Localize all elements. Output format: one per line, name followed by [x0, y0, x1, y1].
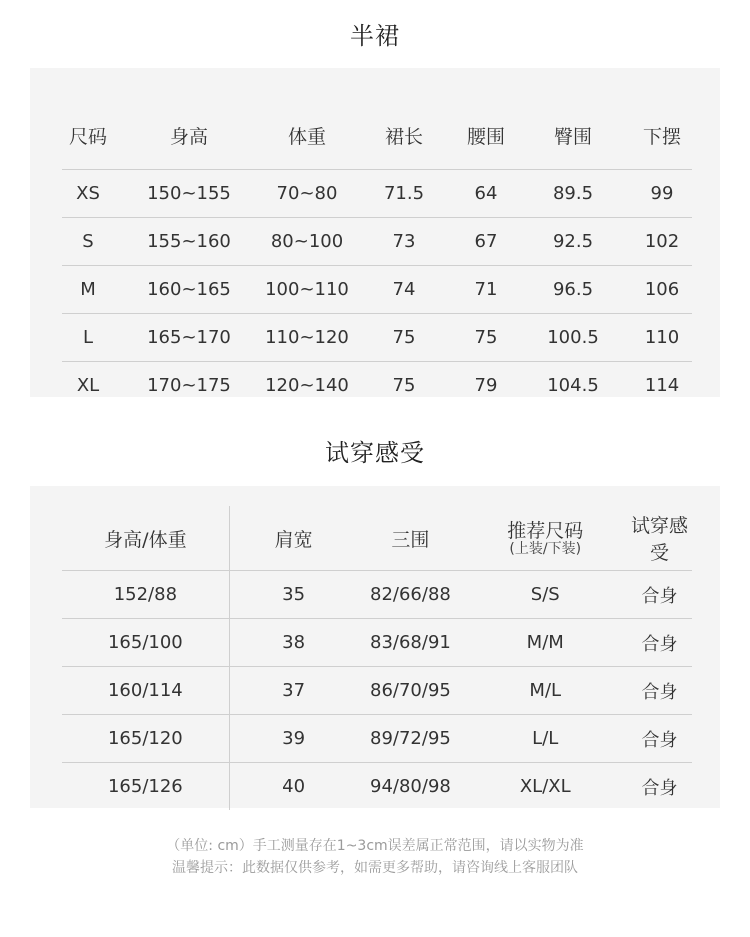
table-row	[62, 667, 692, 715]
header-fit-feeling: 试穿感受	[627, 506, 692, 571]
cell-hip: 104.5	[547, 375, 599, 396]
skirt-size-panel	[30, 68, 720, 397]
cell-fit: 合身	[641, 777, 678, 799]
skirt-size-table	[62, 101, 692, 409]
cell-hip: 100.5	[514, 314, 632, 362]
cell-skirt-length: 73	[350, 218, 458, 266]
cell-height-weight: 165/126	[62, 763, 229, 811]
table-row	[62, 314, 692, 362]
header-size: 尺码	[62, 101, 114, 170]
cell-fit: 合身	[627, 667, 692, 715]
header-hem: 下摆	[632, 101, 692, 170]
cell-waist: 71	[458, 266, 514, 314]
header-shoulder-width: 肩宽	[229, 506, 357, 571]
cell-height-weight: 165/120	[62, 715, 229, 763]
table-row	[62, 715, 692, 763]
cell-measurements: 86/70/95	[357, 667, 463, 715]
cell-weight: 110~120	[264, 314, 350, 362]
cell-shoulder: 40	[282, 776, 306, 797]
cell-recommended: M/M	[463, 619, 627, 667]
header-recommended-size	[463, 506, 627, 571]
cell-recommended: L/L	[463, 715, 627, 763]
header-height: 身高	[114, 101, 264, 170]
footer-notes	[0, 835, 750, 879]
cell-height-weight: 160/114	[62, 667, 229, 715]
table-row	[62, 619, 692, 667]
cell-recommended: M/L	[463, 667, 627, 715]
cell-measurements: 94/80/98	[370, 776, 451, 797]
cell-height: 150~155	[114, 170, 264, 218]
cell-waist: 79	[474, 375, 498, 396]
recommended-size-label: 推荐尺码	[507, 519, 584, 542]
cell-fit: 合身	[627, 715, 692, 763]
skirt-size-title: 半裙	[350, 22, 400, 50]
cell-hip: 89.5	[514, 170, 632, 218]
cell-shoulder: 35	[229, 571, 357, 619]
table-row	[62, 266, 692, 314]
cell-height: 165~170	[114, 314, 264, 362]
recommended-size-sub: (上装/下装)	[509, 540, 582, 557]
cell-hem: 102	[632, 218, 692, 266]
cell-weight: 80~100	[264, 218, 350, 266]
table-row	[62, 763, 692, 811]
table-header-row	[62, 506, 692, 571]
cell-waist: 67	[458, 218, 514, 266]
tip-note: 温馨提示：此数据仅供参考，如需更多帮助，请咨询线上客服团队	[172, 860, 578, 876]
cell-size: S	[62, 218, 114, 266]
cell-shoulder: 37	[229, 667, 357, 715]
unit-note: （单位: cm）手工测量存在1~3cm误差属正常范围，请以实物为准	[166, 838, 584, 854]
cell-height: 155~160	[114, 218, 264, 266]
cell-waist: 75	[458, 314, 514, 362]
table-row	[62, 170, 692, 218]
cell-size: L	[62, 314, 114, 362]
cell-recommended: S/S	[463, 571, 627, 619]
header-height-weight: 身高/体重	[62, 506, 229, 571]
cell-weight: 70~80	[264, 170, 350, 218]
header-waist: 腰围	[458, 101, 514, 170]
cell-hem: 106	[632, 266, 692, 314]
cell-hem: 110	[632, 314, 692, 362]
cell-hip: 92.5	[514, 218, 632, 266]
cell-waist: 64	[458, 170, 514, 218]
cell-size: XL	[76, 375, 100, 396]
cell-size: XS	[62, 170, 114, 218]
cell-skirt-length: 75	[350, 314, 458, 362]
table-row	[62, 218, 692, 266]
cell-size: M	[62, 266, 114, 314]
cell-skirt-length: 74	[350, 266, 458, 314]
cell-height: 160~165	[114, 266, 264, 314]
cell-hem: 99	[632, 170, 692, 218]
cell-fit: 合身	[627, 619, 692, 667]
cell-height: 170~175	[147, 375, 231, 396]
header-measurements: 三围	[357, 506, 463, 571]
cell-fit: 合身	[627, 571, 692, 619]
fitting-feedback-panel	[30, 486, 720, 808]
cell-shoulder: 39	[229, 715, 357, 763]
cell-shoulder: 38	[229, 619, 357, 667]
cell-skirt-length: 75	[392, 375, 416, 396]
cell-skirt-length: 71.5	[350, 170, 458, 218]
cell-weight: 100~110	[264, 266, 350, 314]
table-header-row	[62, 101, 692, 170]
cell-recommended: XL/XL	[519, 776, 571, 797]
cell-weight: 120~140	[265, 375, 349, 396]
table-row	[62, 362, 692, 410]
cell-measurements: 82/66/88	[357, 571, 463, 619]
header-weight: 体重	[264, 101, 350, 170]
cell-measurements: 83/68/91	[357, 619, 463, 667]
cell-hem: 114	[644, 375, 680, 396]
fitting-feedback-title: 试穿感受	[325, 439, 425, 467]
table-row	[62, 571, 692, 619]
cell-height-weight: 152/88	[62, 571, 229, 619]
fitting-feedback-table	[62, 506, 692, 810]
header-skirt-length: 裙长	[350, 101, 458, 170]
cell-measurements: 89/72/95	[357, 715, 463, 763]
cell-hip: 96.5	[514, 266, 632, 314]
cell-height-weight: 165/100	[62, 619, 229, 667]
header-hip: 臀围	[514, 101, 632, 170]
